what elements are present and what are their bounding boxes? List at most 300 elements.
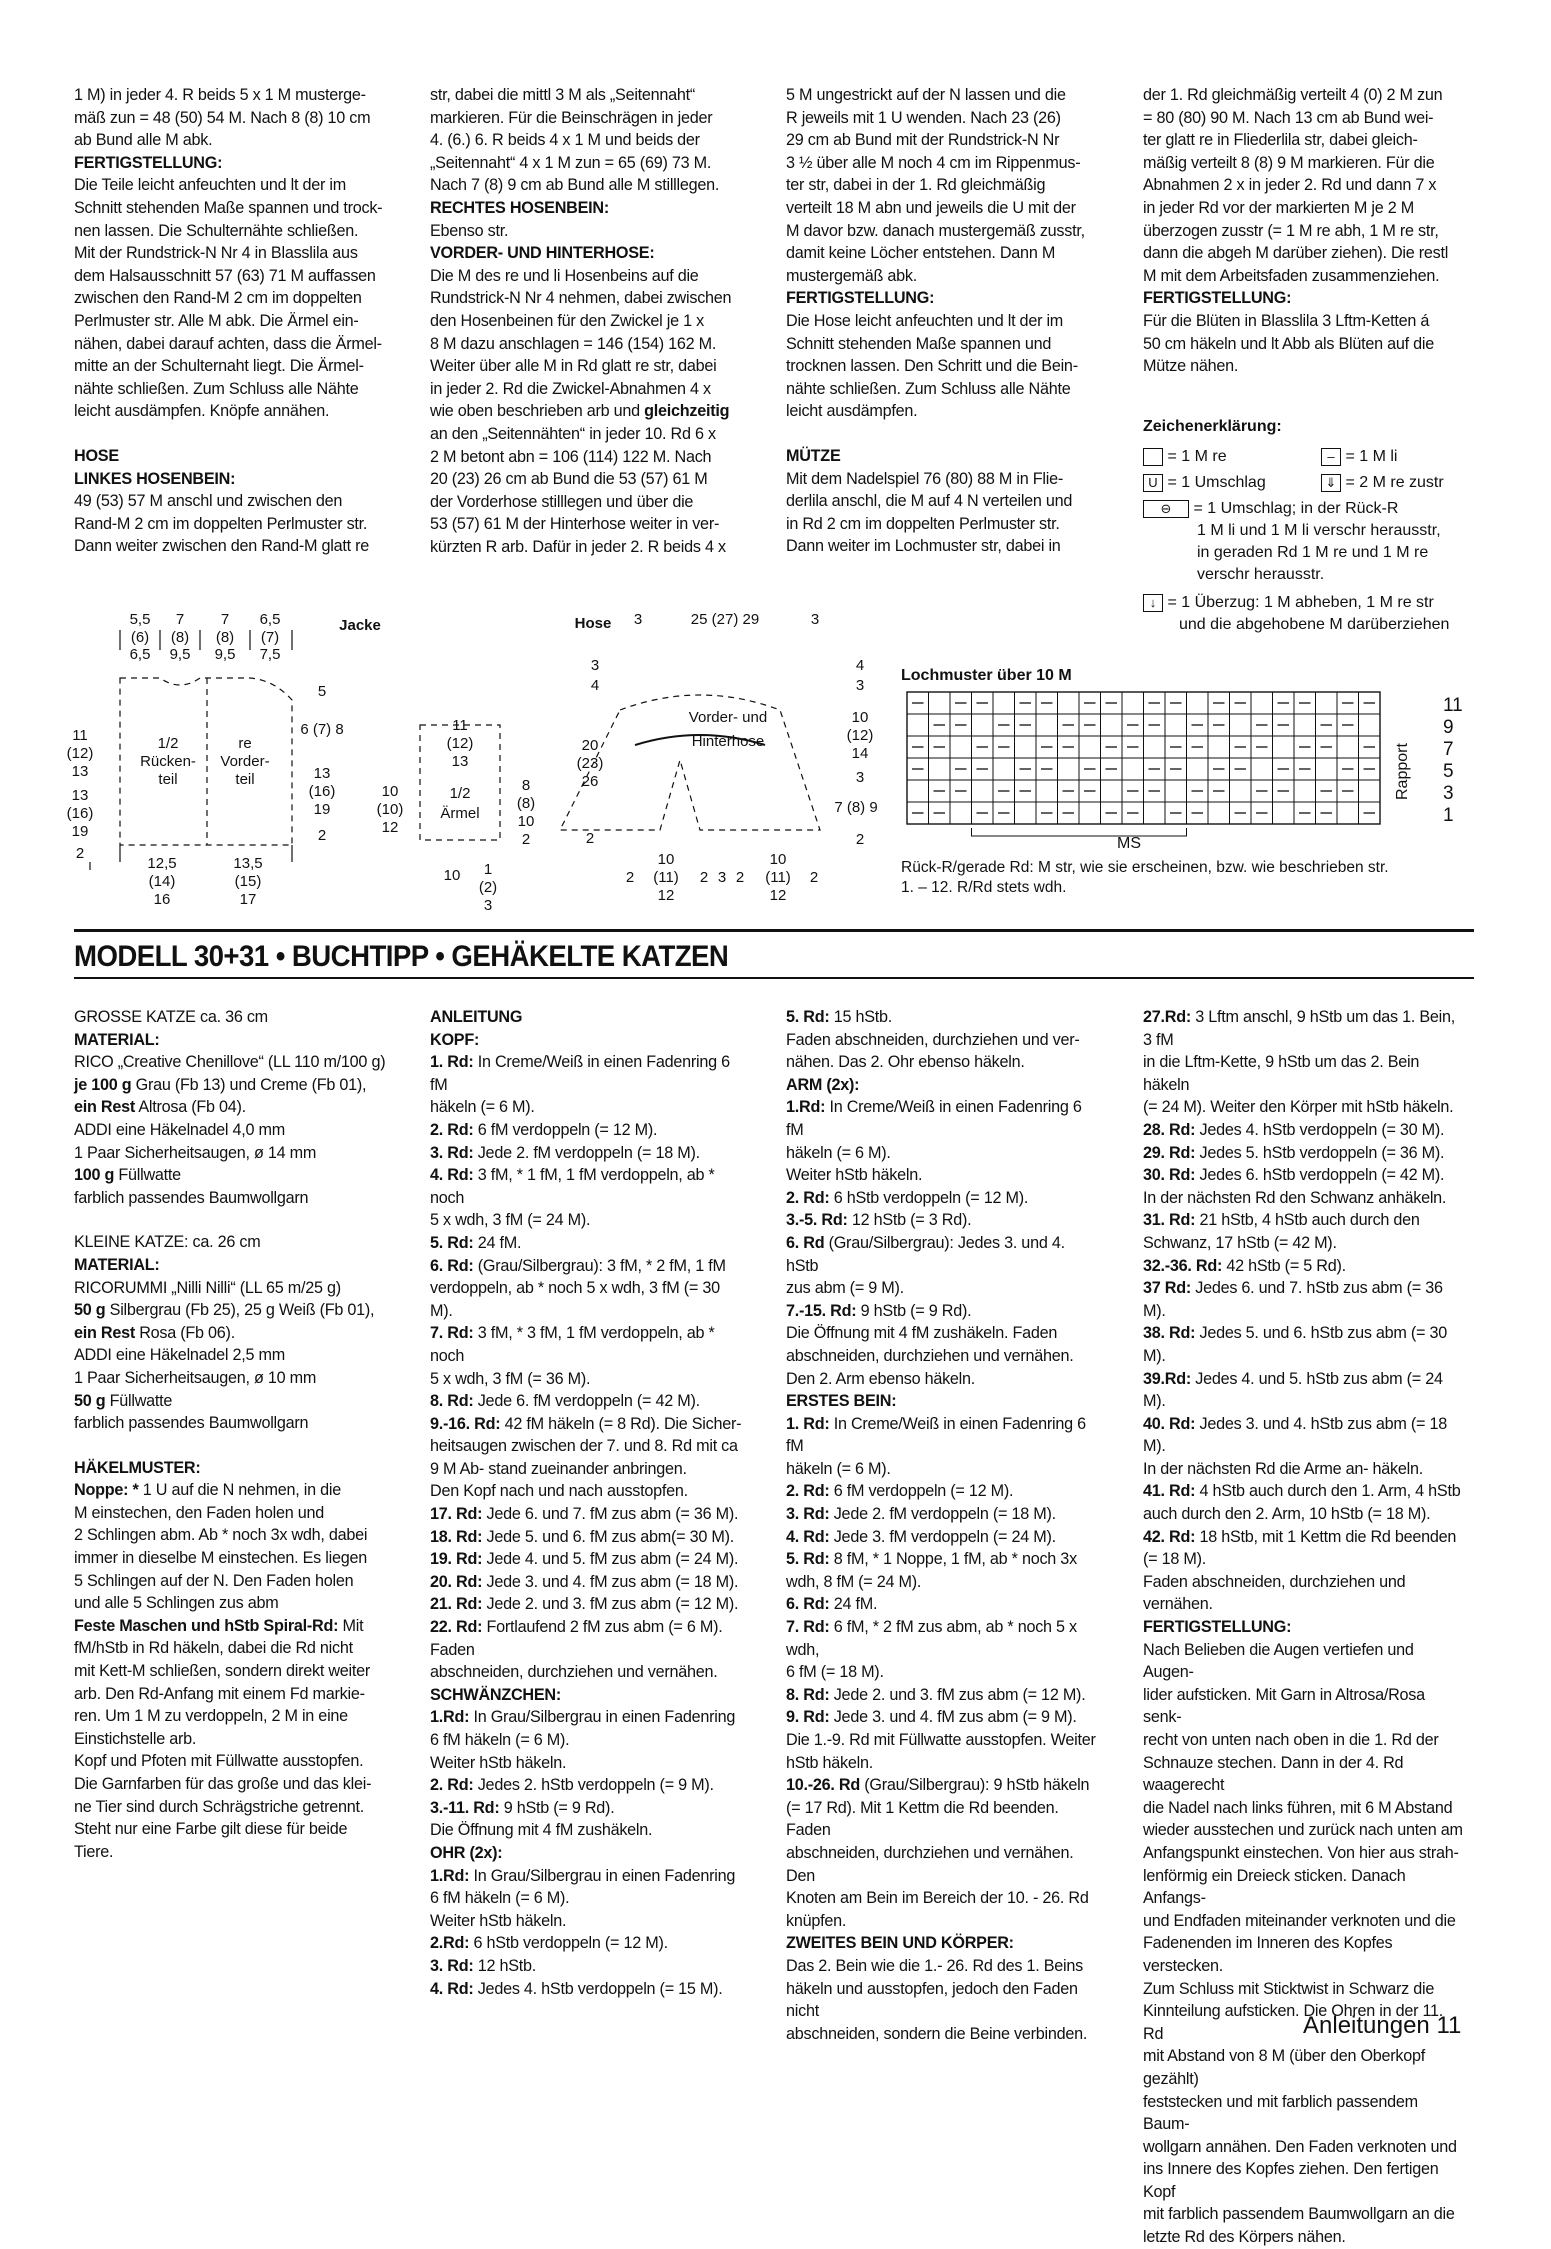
text-line: 1.Rd: In Grau/Silbergrau in einen Fadenring [430, 1866, 736, 1885]
text-line: Den Kopf nach und nach ausstopfen. [430, 1482, 688, 1501]
text-line: farblich passendes Baumwollgarn [74, 1188, 309, 1207]
text-line: 6. Rd (Grau/Silbergrau): Jedes 3. und 4. hStb [786, 1233, 1065, 1275]
text-line: immer in dieselbe M einstechen. Es liegen [74, 1549, 367, 1568]
text-line: häkeln und ausstopfen, jedoch den Faden nicht [786, 1979, 1078, 2021]
text-line: Tiere. [74, 1842, 114, 1861]
text-line: R jeweils mit 1 U wenden. Nach 23 (26) [786, 108, 1061, 127]
chart-note-2: 1. – 12. R/Rd stets wdh. [901, 879, 1067, 896]
text-line: 29 cm ab Bund mit der Rundstrick-N Nr [786, 131, 1060, 150]
legend-ueberzug-2: und die abgehobene M darüberziehen [1179, 616, 1450, 633]
jacke-top-d-2: (7) [260, 629, 280, 646]
text-line: 6. Rd: (Grau/Silbergrau): 3 fM, * 2 fM, 1 fM [430, 1256, 726, 1275]
text-line: 39.Rd: Jedes 4. und 5. hStb zus abm (= 24 M). [1143, 1369, 1443, 1411]
hose-r3: 3 [855, 677, 865, 694]
text-line: abschneiden, durchziehen und vernähen. [430, 1663, 718, 1682]
text-line: KLEINE KATZE: ca. 26 cm [74, 1233, 261, 1252]
text-line: Noppe: * 1 U auf die N nehmen, in die [74, 1481, 341, 1500]
text-line: 21. Rd: Jede 2. und 3. fM zus abm (= 12 M). [430, 1595, 739, 1614]
text-line: 10.-26. Rd (Grau/Silbergrau): 9 hStb häkeln [786, 1776, 1090, 1795]
text-line: Steht nur eine Farbe gilt diese für beide [74, 1820, 348, 1839]
text-line: heitsaugen zwischen der 7. und 8. Rd mit ca [430, 1437, 738, 1456]
text-line: Die Teile leicht anfeuchten und lt der im [74, 176, 346, 195]
text-line: ARM (2x): [786, 1075, 860, 1094]
text-line: ein Rest Altrosa (Fb 04). [74, 1098, 246, 1117]
chart-row-number: 11 [1443, 695, 1463, 716]
text-line: lider aufsticken. Mit Garn in Altrosa/Rosa senk- [1143, 1685, 1425, 1727]
sleeve-right-3: 10 [517, 813, 535, 830]
text-line: 20 (23) 26 cm ab Bund die 53 (57) 61 M [430, 470, 708, 489]
jacke-right-b-1: 13 [313, 765, 331, 782]
text-line: 6 fM häkeln (= 6 M). [430, 1889, 570, 1908]
text-line: In der nächsten Rd die Arme an- häkeln. [1143, 1459, 1423, 1478]
text-line: 19. Rd: Jede 4. und 5. fM zus abm (= 24 M). [430, 1550, 739, 1569]
text-line: Anfangspunkt einstechen. Von hier aus strah- [1143, 1843, 1459, 1862]
hose-bs-4: 2 [735, 869, 745, 886]
jacke-front-3: teil [235, 771, 255, 788]
text-line: derlila anschl, die M auf 4 N verteilen und [786, 492, 1073, 511]
text-line: Zum Schluss mit Sticktwist in Schwarz die [1143, 1979, 1435, 1998]
pattern-schematics [60, 600, 910, 930]
text-line: str, dabei die mittl 3 M als „Seitennaht“ [430, 86, 696, 104]
text-line: 29. Rd: Jedes 5. hStb verdoppeln (= 36 M). [1143, 1143, 1445, 1162]
text-line: 1. Rd: In Creme/Weiß in einen Fadenring 6 fM [430, 1053, 730, 1094]
text-line: 9.-16. Rd: 42 fM häkeln (= 8 Rd). Die Sicher- [430, 1414, 742, 1433]
text-line: 2 Schlingen abm. Ab * noch 3x wdh, dabei [74, 1526, 368, 1545]
jacke-bottom-b-3: 17 [239, 891, 257, 908]
text-line: damit keine Löcher entstehen. Dann M [786, 244, 1056, 263]
text-line: markieren. Für die Beinschrägen in jeder [430, 108, 713, 127]
text-line: wollgarn annähen. Den Faden verknoten und [1143, 2137, 1457, 2156]
jacke-left-a-3: 13 [71, 763, 89, 780]
hose-l3: 3 [590, 657, 600, 674]
sleeve-1-c: 3 [483, 897, 493, 914]
legend-kreuz-3: in geraden Rd 1 M re und 1 M re [1197, 544, 1429, 561]
text-line: 3.-11. Rd: 9 hStb (= 9 Rd). [430, 1798, 615, 1817]
sleeve-1-a: 1 [483, 861, 493, 878]
text-line: dem Halsausschnitt 57 (63) 71 M auffassen [74, 266, 376, 285]
text-line: 2.Rd: 6 hStb verdoppeln (= 12 M). [430, 1934, 668, 1953]
jacke-bottom-b-1: 13,5 [233, 855, 263, 872]
text-line: 4. Rd: 3 fM, * 1 fM, 1 fM verdoppeln, ab * noch [430, 1166, 715, 1207]
hose-r2: 2 [855, 831, 865, 848]
jacke-right-5: 5 [317, 683, 327, 700]
chart-note-1: Rück-R/gerade Rd: M str, wie sie erscheinen, bzw. wie beschrieben str. [901, 859, 1389, 876]
hose-left-3: 26 [581, 773, 599, 790]
text-line: mäß zun = 48 (50) 54 M. Nach 8 (8) 10 cm [74, 108, 371, 127]
sleeve-top-3: 13 [451, 753, 469, 770]
text-line: Dann weiter im Lochmuster str, dabei in [786, 537, 1061, 556]
text-line: Die Öffnung mit 4 fM zushäkeln. [430, 1821, 653, 1840]
hose-3a: 3 [633, 611, 643, 628]
hose-label-2: Hinterhose [691, 733, 765, 750]
text-line: der 1. Rd gleichmäßig verteilt 4 (0) 2 M zun [1143, 86, 1443, 104]
chart-ms: MS [1117, 835, 1141, 852]
legend [1143, 416, 1473, 636]
text-line: Schnauze stechen. Dann in der 4. Rd waagerecht [1143, 1753, 1404, 1795]
sleeve-top-2: (12) [446, 735, 474, 752]
text-line: Das 2. Bein wie die 1.- 26. Rd des 1. Beins [786, 1956, 1083, 1975]
text-column-4-top [1143, 84, 1473, 378]
text-line: VORDER- UND HINTERHOSE: [430, 244, 655, 263]
text-line: (= 17 Rd). Mit 1 Kettm die Rd beenden. Faden [786, 1798, 1059, 1840]
jacke-bottom-a-3: 16 [153, 891, 171, 908]
text-line: 1 Paar Sicherheitsaugen, ø 14 mm [74, 1143, 317, 1162]
text-line: „Seitennaht“ 4 x 1 M zun = 65 (69) 73 M. [430, 153, 712, 172]
text-line: = 80 (80) 90 M. Nach 13 cm ab Bund wei- [1143, 108, 1434, 127]
text-line: MATERIAL: [74, 1030, 160, 1049]
sleeve-label-1: 1/2 [449, 785, 471, 802]
text-line: 4. (6.) 6. R beids 4 x 1 M und beids der [430, 131, 700, 150]
text-line: 6 fM (= 18 M). [786, 1663, 884, 1682]
hose-l4: 4 [590, 677, 600, 694]
jacke-top-c-2: (8) [215, 629, 235, 646]
text-line: 22. Rd: Fortlaufend 2 fM zus abm (= 6 M). Faden [430, 1618, 723, 1659]
jacke-top-b-3: 9,5 [169, 646, 191, 663]
legend-li: = 1 M li [1345, 448, 1398, 465]
text-line: RICO „Creative Chenillove“ (LL 110 m/100 g) [74, 1053, 386, 1072]
chart-rapport: Rapport [1394, 743, 1411, 800]
legend-zustr: = 2 M re zustr [1345, 474, 1444, 491]
jacke-bottom-b-2: (15) [234, 873, 262, 890]
jacke-bottom-a-2: (14) [148, 873, 176, 890]
text-line: Fadenenden im Inneren des Kopfes verstecken. [1143, 1934, 1393, 1975]
hose-l2: 2 [585, 830, 595, 847]
jacke-top-a-3: 6,5 [129, 646, 151, 663]
jacke-left-b-1: 13 [71, 787, 89, 804]
sleeve-left-1: 10 [381, 783, 399, 800]
text-column-1-bottom [74, 1006, 388, 1863]
text-line: Mit dem Nadelspiel 76 (80) 88 M in Flie- [786, 469, 1063, 488]
schematic-jacke-label: Jacke [339, 617, 381, 634]
text-line [74, 1435, 388, 1457]
text-line: MÜTZE [786, 446, 841, 465]
text-line: häkeln (= 6 M). [430, 1098, 535, 1117]
slip-over-symbol-icon: ↓ [1143, 594, 1163, 612]
text-line: RICORUMMI „Nilli Nilli“ (LL 65 m/25 g) [74, 1278, 341, 1297]
hose-bs-1: 2 [625, 869, 635, 886]
legend-umschlag: = 1 Umschlag [1167, 474, 1266, 491]
hose-b2-2: (11) [765, 869, 791, 886]
text-line: 4. Rd: Jedes 4. hStb verdoppeln (= 15 M). [430, 1979, 723, 1998]
text-line: HÄKELMUSTER: [74, 1458, 201, 1477]
text-line: 1 M) in jeder 4. R beids 5 x 1 M musterge- [74, 86, 366, 104]
text-line: ZWEITES BEIN UND KÖRPER: [786, 1934, 1014, 1953]
text-line: M mit dem Arbeitsfaden zusammenziehen. [1143, 266, 1440, 285]
text-line: 2 M betont abn = 106 (114) 122 M. Nach [430, 447, 712, 466]
text-line: knüpfen. [786, 1911, 847, 1930]
hose-bs-2: 2 [699, 869, 709, 886]
hose-b1-1: 10 [657, 851, 675, 868]
hose-b2-3: 12 [769, 887, 787, 904]
text-line: 5. Rd: 8 fM, * 1 Noppe, 1 fM, ab * noch 3x [786, 1550, 1077, 1569]
text-line: hStb häkeln. [786, 1753, 873, 1772]
jacke-left-b-3: 19 [71, 823, 89, 840]
text-line: überzogen zusstr (= 1 M re abh, 1 M re str, [1143, 221, 1439, 240]
legend-kreuz-4: verschr herausstr. [1197, 566, 1325, 583]
text-line: Die Hose leicht anfeuchten und lt der im [786, 311, 1064, 330]
text-line: ins Innere des Kopfes ziehen. Den fertigen Kopf [1143, 2160, 1439, 2201]
text-line: 7. Rd: 3 fM, * 3 fM, 1 fM verdoppeln, ab * noch [430, 1324, 715, 1365]
text-line: LINKES HOSENBEIN: [74, 469, 236, 488]
text-line: FERTIGSTELLUNG: [786, 289, 935, 308]
jacke-back-2: Rücken- [140, 753, 196, 770]
text-line: 5 x wdh, 3 fM (= 36 M). [430, 1369, 591, 1388]
text-line: Perlmuster str. Alle M abk. Die Ärmel ein- [74, 311, 359, 330]
text-line: 5. Rd: 24 fM. [430, 1233, 522, 1252]
hose-bs-3: 3 [717, 869, 727, 886]
text-line: mit Abstand von 8 M (über den Oberkopf gezählt) [1143, 2047, 1426, 2088]
text-line: letzte Rd des Körpers nähen. [1143, 2228, 1346, 2247]
purl-symbol-icon: – [1321, 448, 1341, 466]
hose-b1-3: 12 [657, 887, 675, 904]
text-line: leicht ausdämpfen. Knöpfe annähen. [74, 402, 330, 421]
text-line: wie oben beschrieben arb und gleichzeitig [430, 402, 730, 421]
text-line: leicht ausdämpfen. [786, 402, 918, 421]
hose-b2-1: 10 [769, 851, 787, 868]
text-line: 1. Rd: In Creme/Weiß in einen Fadenring 6 fM [786, 1414, 1086, 1456]
text-line: in die Lftm-Kette, 9 hStb um das 2. Bein häkeln [1143, 1053, 1420, 1094]
sleeve-1-b: (2) [478, 879, 498, 896]
jacke-left-a-2: (12) [66, 745, 94, 762]
chart-title: Lochmuster über 10 M [901, 667, 1072, 684]
text-line: abschneiden, durchziehen und vernähen. Den [786, 1843, 1074, 1885]
text-line: 100 g Füllwatte [74, 1166, 181, 1185]
text-line: nähen. Das 2. Ohr ebenso häkeln. [786, 1053, 1025, 1072]
text-line: M einstechen, den Faden holen und [74, 1503, 325, 1522]
hose-label-1: Vorder- und [688, 709, 768, 726]
text-line: 6 fM häkeln (= 6 M). [430, 1731, 570, 1749]
text-line: Kinnteilung aufsticken. Die Ohren in der 11. Rd [1143, 2002, 1444, 2043]
text-line: 5. Rd: 15 hStb. [786, 1008, 893, 1026]
text-line: 1 Paar Sicherheitsaugen, ø 10 mm [74, 1368, 317, 1387]
text-line: lenförmig ein Dreieck sticken. Danach Anfangs- [1143, 1866, 1406, 1908]
text-line: zus abm (= 9 M). [786, 1279, 904, 1298]
text-line: abschneiden, durchziehen und vernähen. [786, 1346, 1074, 1365]
jacke-right-b-3: 19 [313, 801, 331, 818]
text-line: 5 M ungestrickt auf der N lassen und die [786, 86, 1066, 104]
text-line: 3 ½ über alle M noch 4 cm im Rippenmus- [786, 153, 1081, 172]
jacke-top-c-3: 9,5 [214, 646, 236, 663]
jacke-back-3: teil [158, 771, 178, 788]
k2tog-symbol-icon: ⇓ [1321, 474, 1341, 492]
text-line: In der nächsten Rd den Schwanz anhäkeln. [1143, 1188, 1447, 1207]
text-line: FERTIGSTELLUNG: [74, 153, 223, 172]
knit-symbol-icon [1143, 448, 1163, 466]
text-line [74, 1209, 388, 1231]
section-rule-bottom [74, 977, 1474, 979]
text-line: Dann weiter zwischen den Rand-M glatt re [74, 537, 370, 556]
sleeve-label-2: Ärmel [440, 805, 480, 822]
text-line: wieder ausstechen und zurück nach unten am [1143, 1821, 1463, 1840]
text-line: 3. Rd: Jede 2. fM verdoppeln (= 18 M). [430, 1143, 700, 1162]
jacke-front-2: Vorder- [220, 753, 270, 770]
yo-twisted-symbol-icon: ⊖ [1143, 500, 1189, 518]
jacke-top-a-2: (6) [130, 629, 150, 646]
text-line: FERTIGSTELLUNG: [1143, 289, 1292, 308]
text-line: mustergemäß abk. [786, 266, 917, 285]
text-line: OHR (2x): [430, 1843, 503, 1862]
text-line: 50 cm häkeln und lt Abb als Blüten auf die [1143, 334, 1434, 353]
text-line: 7. Rd: 6 fM, * 2 fM zus abm, ab * noch 5 x wdh, [786, 1618, 1077, 1659]
text-line: verteilt 18 M abn und jeweils die U mit der [786, 198, 1076, 217]
text-line: 50 g Silbergrau (Fb 25), 25 g Weiß (Fb 01), [74, 1301, 375, 1320]
legend-title: Zeichenerklärung: [1143, 418, 1282, 435]
text-line: die Nadel nach links führen, mit 6 M Abstand [1143, 1798, 1453, 1817]
text-line: Mütze nähen. [1143, 357, 1239, 376]
text-line: wdh, 8 fM (= 24 M). [786, 1572, 922, 1591]
text-line: Schwanz, 17 hStb (= 42 M). [1143, 1233, 1337, 1252]
text-column-2-bottom [430, 1006, 744, 2000]
text-line: zwischen den Rand-M 2 cm im doppelten [74, 289, 362, 308]
hose-right-3: 14 [851, 745, 869, 762]
text-line: 41. Rd: 4 hStb auch durch den 1. Arm, 4 hStb [1143, 1482, 1461, 1501]
chart-row-number: 5 [1443, 761, 1454, 782]
hose-r789: 7 (8) 9 [834, 799, 878, 816]
text-line: recht von unten nach oben in die 1. Rd der [1143, 1731, 1439, 1749]
text-line: 9. Rd: Jede 3. und 4. fM zus abm (= 9 M). [786, 1708, 1077, 1727]
text-line: 17. Rd: Jede 6. und 7. fM zus abm (= 36 M). [430, 1505, 739, 1524]
legend-kreuz-2: 1 M li und 1 M li verschr herausstr, [1197, 522, 1441, 539]
text-line: auch durch den 2. Arm, 10 hStb (= 18 M). [1143, 1505, 1431, 1524]
text-line: Schnitt stehenden Maße spannen und trock- [74, 198, 383, 217]
text-line: ter glatt re in Fliederlila str, dabei gleich- [1143, 131, 1418, 150]
text-line: (= 24 M). Weiter den Körper mit hStb häkeln. [1143, 1098, 1454, 1117]
text-line: 32.-36. Rd: 42 hStb (= 5 Rd). [1143, 1256, 1346, 1275]
jacke-front-1: re [238, 735, 252, 752]
text-line: ein Rest Rosa (Fb 06). [74, 1323, 235, 1342]
section-rule-top [74, 929, 1474, 932]
text-line: Die 1.-9. Rd mit Füllwatte ausstopfen. Weiter [786, 1731, 1096, 1749]
jacke-left-a-1: 11 [72, 727, 88, 744]
text-line: trocknen lassen. Den Schritt und die Bein- [786, 357, 1078, 376]
chart-grid [907, 692, 1380, 836]
chart-row-number: 3 [1443, 783, 1454, 804]
text-line: 40. Rd: Jedes 3. und 4. hStb zus abm (= 18 M). [1143, 1414, 1447, 1456]
text-line: Die Öffnung mit 4 fM zushäkeln. Faden [786, 1324, 1058, 1343]
jacke-top-a-1: 5,5 [129, 611, 151, 628]
text-line: feststecken und mit farblich passendem Baum- [1143, 2092, 1418, 2134]
chart-row-number: 9 [1443, 717, 1454, 738]
text-line: nen lassen. Die Schulternähte schließen. [74, 221, 359, 240]
jacke-right-c: 2 [317, 827, 327, 844]
hose-right-1: 10 [851, 709, 869, 726]
text-line: Weiter hStb häkeln. [430, 1911, 567, 1930]
jacke-left-c: 2 [75, 845, 85, 862]
text-line: ren. Um 1 M zu verdoppeln, 2 M in eine [74, 1707, 348, 1726]
jacke-left-b-2: (16) [66, 805, 94, 822]
text-line: Einstichstelle arb. [74, 1729, 197, 1748]
text-line: 31. Rd: 21 hStb, 4 hStb auch durch den [1143, 1211, 1420, 1230]
text-line: 2. Rd: 6 fM verdoppeln (= 12 M). [786, 1482, 1014, 1501]
jacke-bottom-a-1: 12,5 [147, 855, 177, 872]
text-line: Kopf und Pfoten mit Füllwatte ausstopfen. [74, 1752, 364, 1771]
hose-3b: 3 [810, 611, 820, 628]
text-line: Schnitt stehenden Maße spannen und [786, 334, 1052, 353]
jacke-top-d-1: 6,5 [259, 611, 281, 628]
text-line: Abnahmen 2 x in jeder 2. Rd und dann 7 x [1143, 176, 1437, 195]
text-line: Mit der Rundstrick-N Nr 4 in Blasslila aus [74, 244, 358, 263]
text-line: (= 18 M). [1143, 1550, 1206, 1569]
hose-bs-5: 2 [809, 869, 819, 886]
text-column-3-bottom [786, 1006, 1100, 2045]
text-line: 3. Rd: Jede 2. fM verdoppeln (= 18 M). [786, 1505, 1056, 1524]
text-line: ter str, dabei in der 1. Rd gleichmäßig [786, 176, 1046, 195]
text-line: 28. Rd: Jedes 4. hStb verdoppeln (= 30 M). [1143, 1120, 1445, 1139]
text-line: Rundstrick-N Nr 4 nehmen, dabei zwischen [430, 289, 732, 308]
text-line: SCHWÄNZCHEN: [430, 1685, 561, 1704]
text-line: 1.Rd: In Grau/Silbergrau in einen Fadenring [430, 1708, 736, 1727]
text-line: 27.Rd: 3 Lftm anschl, 9 hStb um das 1. Bein, 3 fM [1143, 1008, 1456, 1049]
text-line: KOPF: [430, 1030, 480, 1049]
text-line: 4. Rd: Jede 3. fM verdoppeln (= 24 M). [786, 1527, 1056, 1546]
jacke-top-b-2: (8) [170, 629, 190, 646]
sleeve-right-2: (8) [516, 795, 536, 812]
text-line: Den 2. Arm ebenso häkeln. [786, 1369, 976, 1388]
text-line: und alle 5 Schlingen zus abm [74, 1594, 279, 1613]
text-line: in jeder Rd vor der markierten M je 2 M [1143, 198, 1414, 217]
text-line: Nach Belieben die Augen vertiefen und Augen- [1143, 1640, 1414, 1682]
jacke-back-1: 1/2 [157, 735, 179, 752]
text-line: HOSE [74, 446, 119, 465]
text-line: nähte schließen. Zum Schluss alle Nähte [74, 379, 359, 398]
text-line: abschneiden, sondern die Beine verbinden. [786, 2024, 1088, 2043]
text-line: 30. Rd: Jedes 6. hStb verdoppeln (= 42 M). [1143, 1166, 1445, 1185]
sleeve-left-2: (10) [376, 801, 404, 818]
text-column-2-top [430, 84, 746, 558]
text-line: FERTIGSTELLUNG: [1143, 1618, 1292, 1637]
text-line: in Rd 2 cm im doppelten Perlmuster str. [786, 514, 1060, 533]
text-line: je 100 g Grau (Fb 13) und Creme (Fb 01), [74, 1075, 367, 1094]
text-line: mäßig verteilt 8 (8) 9 M markieren. Für die [1143, 153, 1435, 172]
text-line: häkeln (= 6 M). [786, 1459, 891, 1478]
text-line: 42. Rd: 18 hStb, mit 1 Kettm die Rd beenden [1143, 1527, 1457, 1546]
text-line: Faden abschneiden, durchziehen und ver- [786, 1030, 1080, 1049]
text-line: Ebenso str. [430, 221, 509, 240]
jacke-right-678: 6 (7) 8 [300, 721, 344, 738]
text-line: 7.-15. Rd: 9 hStb (= 9 Rd). [786, 1301, 972, 1320]
page-footer: Anleitungen 11 [1303, 2012, 1462, 2039]
jacke-top-d-3: 7,5 [259, 646, 281, 663]
text-line: 8 M dazu anschlagen = 146 (154) 162 M. [430, 334, 717, 353]
hose-left-1: 20 [581, 737, 599, 754]
text-line [74, 423, 390, 445]
text-line: 1.Rd: In Creme/Weiß in einen Fadenring 6 fM [786, 1098, 1082, 1139]
text-column-4-bottom [1143, 1006, 1463, 2249]
text-line: Rand-M 2 cm im doppelten Perlmuster str. [74, 514, 368, 533]
text-line: 2. Rd: 6 fM verdoppeln (= 12 M). [430, 1120, 658, 1139]
text-line: und Endfaden miteinander verknoten und die [1143, 1911, 1456, 1930]
text-line [786, 423, 1100, 445]
text-line: an den „Seitennähten“ in jeder 10. Rd 6 x [430, 424, 716, 443]
text-line: kürzten R arb. Dafür in jeder 2. R beids 4 x [430, 537, 726, 556]
hose-r3b: 3 [855, 769, 865, 786]
text-line: 5 x wdh, 3 fM (= 24 M). [430, 1211, 591, 1230]
text-line: arb. Den Rd-Anfang mit einem Fd markie- [74, 1684, 365, 1703]
text-line: ERSTES BEIN: [786, 1392, 897, 1411]
sleeve-top-1: 11 [452, 717, 468, 734]
text-line: 8. Rd: Jede 6. fM verdoppeln (= 42 M). [430, 1392, 700, 1411]
text-line: nähte schließen. Zum Schluss alle Nähte [786, 379, 1071, 398]
text-line: Weiter hStb häkeln. [786, 1166, 923, 1185]
hose-left-2: (23) [576, 755, 604, 772]
text-line: 5 Schlingen auf der N. Den Faden holen [74, 1571, 354, 1590]
legend-ueberzug-1: = 1 Überzug: 1 M abheben, 1 M re str [1167, 594, 1434, 611]
hose-r4: 4 [855, 657, 865, 674]
sleeve-bottom: 10 [443, 867, 461, 884]
text-line: Feste Maschen und hStb Spiral-Rd: Mit [74, 1616, 364, 1635]
section-banner: MODELL 30+31 • BUCHTIPP • GEHÄKELTE KATZEN [74, 940, 729, 973]
text-line: 53 (57) 61 M der Hinterhose weiter in ver- [430, 515, 720, 534]
